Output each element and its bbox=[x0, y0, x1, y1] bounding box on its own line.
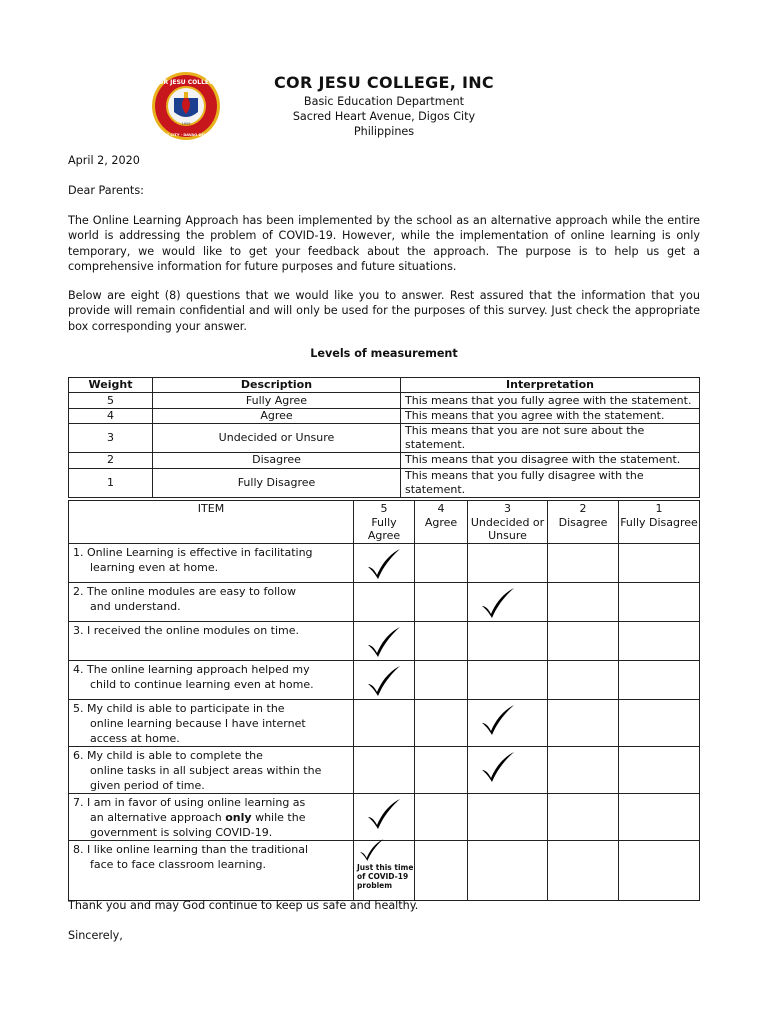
answer-cell[interactable] bbox=[619, 746, 700, 793]
answer-cell[interactable] bbox=[619, 621, 700, 660]
survey-row bbox=[69, 582, 700, 621]
header-interpretation: Interpretation bbox=[401, 378, 700, 393]
school-logo bbox=[150, 70, 270, 142]
description-cell: Agree bbox=[153, 408, 401, 423]
item-text bbox=[69, 746, 354, 793]
header-disagree bbox=[548, 501, 619, 544]
answer-cell[interactable] bbox=[468, 793, 548, 840]
weight-cell: 5 bbox=[69, 393, 153, 408]
col-label: Fully Agree bbox=[367, 515, 401, 542]
header-agree bbox=[415, 501, 468, 544]
item-line: 6. My child is able to complete the bbox=[73, 748, 263, 762]
signoff: Sincerely, bbox=[68, 929, 123, 942]
item-text bbox=[69, 582, 354, 621]
header-undecided bbox=[468, 501, 548, 544]
header-item: ITEM bbox=[69, 501, 354, 544]
item-line: an alternative approach only while the bbox=[90, 810, 306, 824]
levels-title: Levels of measurement bbox=[310, 347, 458, 360]
answer-cell[interactable] bbox=[415, 699, 468, 746]
answer-cell[interactable] bbox=[548, 699, 619, 746]
item-text bbox=[69, 621, 354, 660]
item-line: 7. I am in favor of using online learning as bbox=[73, 795, 306, 809]
paragraph-instructions: Below are eight (8) questions that we would like you to answer. Rest assured that the information that you provide will remain confidential and will only be used for the purposes of this survey. Just check the appropriate box corresponding your answer. bbox=[68, 289, 700, 333]
item-text bbox=[69, 793, 354, 840]
levels-table bbox=[68, 377, 700, 498]
survey-header-row bbox=[69, 501, 700, 544]
paragraph-intro: The Online Learning Approach has been implemented by the school as an alternative approach while the entire world is addressing the problem of COVID-19. However, while the implementation of online learning is only temporary, we would like to get your feedback about the approach. The purpose is to help us get a comprehensive information for future purposes and future situations. bbox=[68, 214, 700, 273]
item-text bbox=[69, 543, 354, 582]
description-cell: Fully Disagree bbox=[153, 468, 401, 497]
item-line: access at home. bbox=[90, 731, 180, 745]
survey-row bbox=[69, 840, 700, 900]
interpretation-cell: This means that you agree with the statement. bbox=[401, 408, 700, 423]
col-label: Agree bbox=[424, 515, 458, 529]
description-cell: Undecided or Unsure bbox=[153, 424, 401, 453]
answer-cell[interactable] bbox=[619, 660, 700, 699]
checkmark-icon bbox=[362, 663, 404, 699]
answer-cell[interactable] bbox=[354, 582, 415, 621]
interpretation-cell: This means that you fully disagree with the statement. bbox=[401, 468, 700, 497]
country: Philippines bbox=[353, 125, 415, 138]
item-line: online learning because I have internet bbox=[90, 716, 306, 730]
survey-table bbox=[68, 500, 700, 901]
answer-cell[interactable] bbox=[354, 543, 415, 582]
logo-year: 1959 bbox=[181, 122, 191, 126]
item-line: and understand. bbox=[90, 599, 181, 613]
answer-cell[interactable] bbox=[468, 699, 548, 746]
logo-text-bottom: DIGOS CITY · DAVAO DEL SUR bbox=[156, 133, 216, 137]
weight-cell: 4 bbox=[69, 408, 153, 423]
interpretation-cell: This means that you fully agree with the statement. bbox=[401, 393, 700, 408]
checkmark-icon bbox=[476, 702, 518, 738]
checkmark-icon bbox=[476, 585, 518, 621]
item-text bbox=[69, 840, 354, 900]
address: Sacred Heart Avenue, Digos City bbox=[292, 110, 476, 123]
levels-row bbox=[69, 453, 700, 468]
item-line: 4. The online learning approach helped my bbox=[73, 662, 310, 676]
header-fully-agree bbox=[354, 501, 415, 544]
col-num: 1 bbox=[655, 502, 663, 515]
answer-cell[interactable] bbox=[468, 621, 548, 660]
answer-cell[interactable] bbox=[415, 621, 468, 660]
answer-cell[interactable] bbox=[548, 621, 619, 660]
answer-cell[interactable] bbox=[548, 746, 619, 793]
answer-cell[interactable] bbox=[468, 543, 548, 582]
survey-row bbox=[69, 660, 700, 699]
answer-cell[interactable] bbox=[415, 660, 468, 699]
weight-cell: 3 bbox=[69, 424, 153, 453]
weight-cell: 1 bbox=[69, 468, 153, 497]
levels-row bbox=[69, 424, 700, 453]
department: Basic Education Department bbox=[303, 95, 465, 108]
answer-cell[interactable] bbox=[354, 660, 415, 699]
col-num: 2 bbox=[579, 502, 587, 515]
col-label: Fully Disagree bbox=[620, 515, 698, 529]
school-name: COR JESU COLLEGE, INC bbox=[274, 73, 494, 92]
item-line: 8. I like online learning than the traditional bbox=[73, 842, 309, 856]
item-line: 1. Online Learning is effective in facilitating bbox=[73, 545, 313, 559]
item-line: government is solving COVID-19. bbox=[90, 825, 273, 839]
item-line: face to face classroom learning. bbox=[90, 857, 267, 871]
levels-row bbox=[69, 393, 700, 408]
col-num: 5 bbox=[380, 502, 388, 515]
survey-row bbox=[69, 543, 700, 582]
answer-cell[interactable] bbox=[354, 621, 415, 660]
survey-row bbox=[69, 621, 700, 660]
salutation: Dear Parents: bbox=[68, 184, 144, 197]
description-cell: Fully Agree bbox=[153, 393, 401, 408]
levels-header-row bbox=[69, 378, 700, 393]
answer-cell[interactable] bbox=[548, 660, 619, 699]
item-line: 2. The online modules are easy to follow bbox=[73, 584, 296, 598]
letter-date: April 2, 2020 bbox=[68, 154, 140, 167]
answer-cell[interactable] bbox=[619, 840, 700, 900]
levels-row bbox=[69, 468, 700, 497]
answer-cell[interactable] bbox=[619, 543, 700, 582]
item-line: given period of time. bbox=[90, 778, 205, 792]
checkmark-icon bbox=[354, 837, 388, 863]
answer-cell[interactable] bbox=[619, 699, 700, 746]
checkmark-icon bbox=[362, 624, 404, 660]
item-line: 5. My child is able to participate in the bbox=[73, 701, 285, 715]
description-cell: Disagree bbox=[153, 453, 401, 468]
answer-cell[interactable] bbox=[354, 699, 415, 746]
answer-cell[interactable] bbox=[548, 840, 619, 900]
checkmark-icon bbox=[362, 796, 404, 832]
header-description: Description bbox=[153, 378, 401, 393]
answer-cell[interactable] bbox=[548, 543, 619, 582]
logo-text-top: COR JESU COLLEGE bbox=[153, 79, 219, 86]
answer-cell[interactable] bbox=[548, 582, 619, 621]
letterhead bbox=[268, 72, 500, 139]
interpretation-cell: This means that you are not sure about the statement. bbox=[401, 424, 700, 453]
header-weight: Weight bbox=[69, 378, 153, 393]
closing-line: Thank you and may God continue to keep us safe and healthy. bbox=[68, 899, 419, 912]
levels-row bbox=[69, 408, 700, 423]
answer-cell[interactable] bbox=[354, 746, 415, 793]
answer-cell[interactable] bbox=[619, 582, 700, 621]
answer-cell[interactable] bbox=[415, 793, 468, 840]
answer-cell[interactable] bbox=[415, 746, 468, 793]
answer-cell[interactable] bbox=[468, 660, 548, 699]
header-fully-disagree bbox=[619, 501, 700, 544]
answer-cell[interactable] bbox=[468, 840, 548, 900]
answer-cell[interactable] bbox=[468, 582, 548, 621]
interpretation-cell: This means that you disagree with the statement. bbox=[401, 453, 700, 468]
item-line: child to continue learning even at home. bbox=[90, 677, 314, 691]
survey-row bbox=[69, 746, 700, 793]
col-num: 3 bbox=[504, 502, 511, 515]
answer-note: Just this time of COVID-19 problem bbox=[357, 862, 414, 890]
weight-cell: 2 bbox=[69, 453, 153, 468]
item-line: online tasks in all subject areas within the bbox=[90, 763, 322, 777]
answer-cell[interactable] bbox=[619, 793, 700, 840]
answer-cell[interactable] bbox=[354, 793, 415, 840]
answer-cell[interactable] bbox=[468, 746, 548, 793]
item-line: 3. I received the online modules on time. bbox=[73, 623, 300, 637]
answer-cell[interactable] bbox=[354, 840, 415, 900]
answer-cell[interactable] bbox=[415, 582, 468, 621]
col-num: 4 bbox=[437, 502, 445, 515]
checkmark-icon bbox=[476, 749, 518, 785]
survey-row bbox=[69, 793, 700, 840]
answer-cell[interactable] bbox=[548, 793, 619, 840]
item-line: learning even at home. bbox=[90, 560, 219, 574]
checkmark-icon bbox=[362, 546, 404, 582]
answer-cell[interactable] bbox=[415, 840, 468, 900]
survey-row bbox=[69, 699, 700, 746]
col-label: Disagree bbox=[558, 515, 608, 529]
answer-cell[interactable] bbox=[415, 543, 468, 582]
item-text bbox=[69, 699, 354, 746]
col-label: Undecided or Unsure bbox=[470, 515, 545, 542]
item-text bbox=[69, 660, 354, 699]
